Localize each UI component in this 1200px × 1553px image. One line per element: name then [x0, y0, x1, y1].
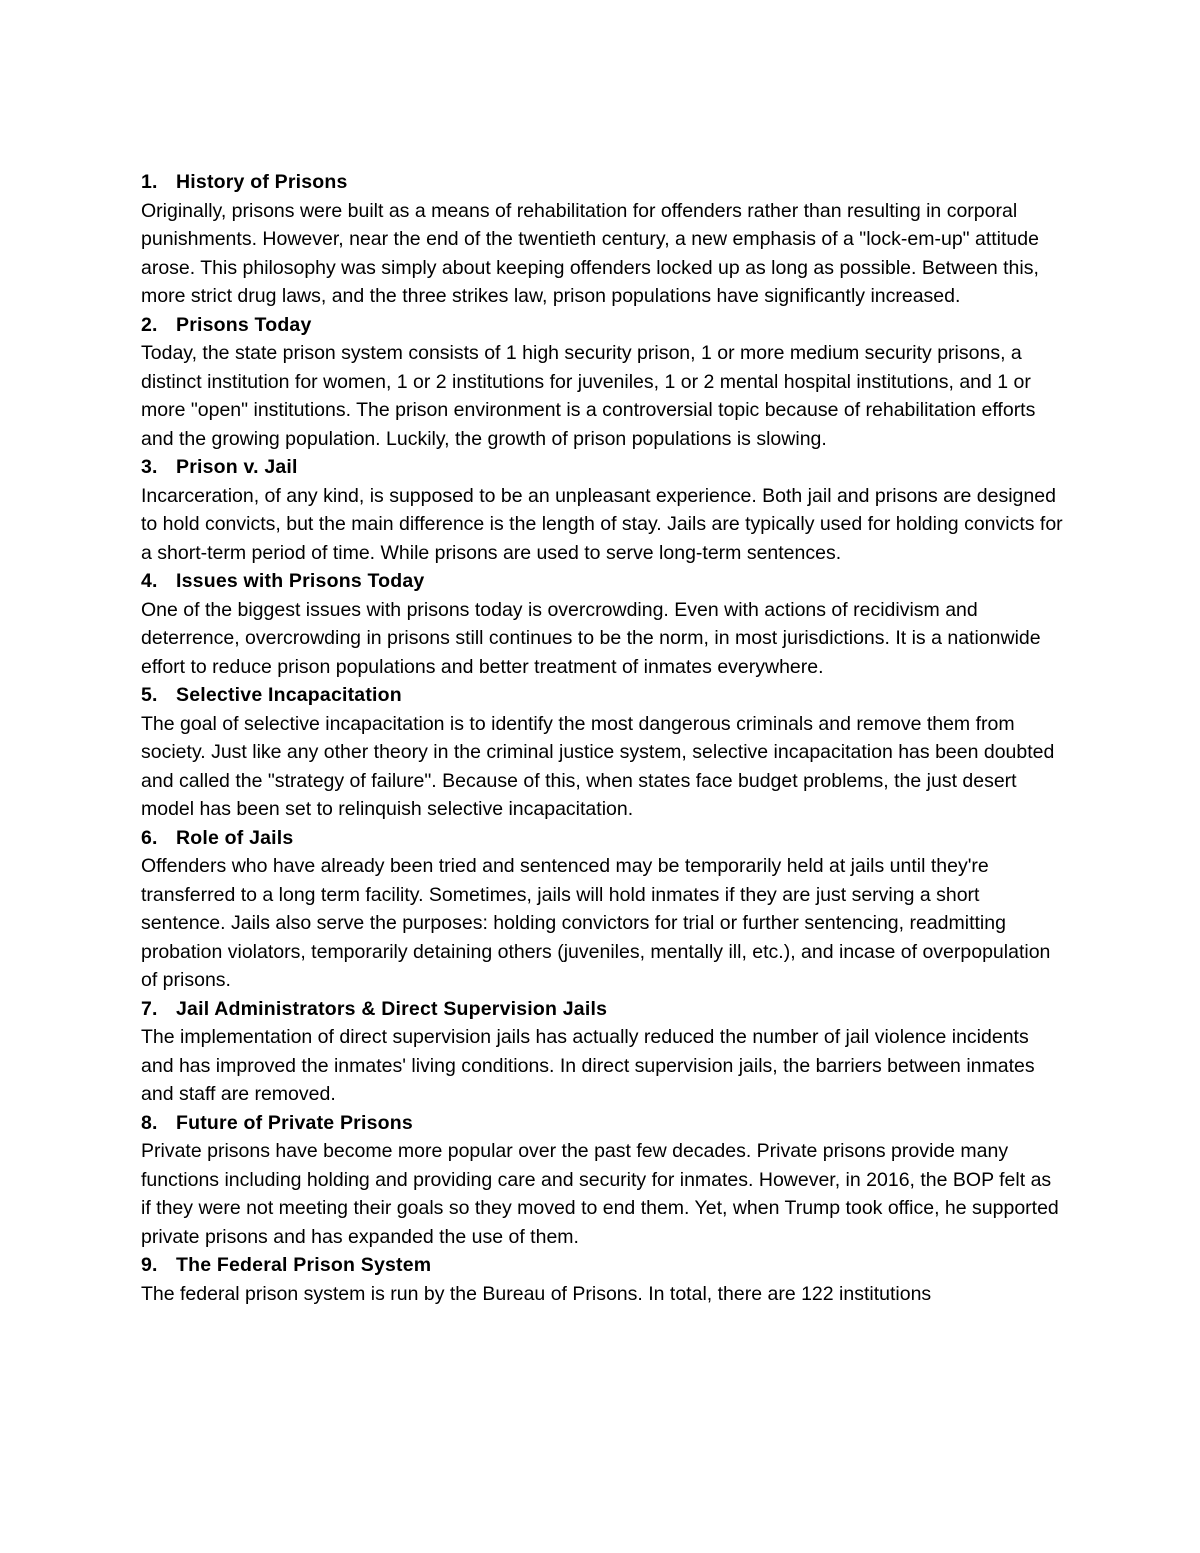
section-number: 8.: [141, 1111, 158, 1134]
section-heading: [141, 311, 1066, 340]
section-body: Private prisons have become more popular over the past few decades. Private prisons provide many functions including holding and providing care and security for inmates. However, in 2016, the BOP felt as if they were not meeting their goals so they moved to end them. Yet, when Trump took office, he supported private prisons and has expanded the use of them.: [141, 1140, 1059, 1248]
section-issues-with-prisons-today: [141, 567, 1066, 681]
document-page: [141, 168, 1066, 1308]
section-number: 6.: [141, 826, 158, 849]
section-prisons-today: [141, 311, 1066, 454]
section-number: 5.: [141, 684, 158, 706]
section-number: 2.: [141, 313, 158, 336]
section-heading: [141, 824, 1066, 853]
section-body: Today, the state prison system consists of 1 high security prison, 1 or more medium security prisons, a distinct institution for women, 1 or 2 institutions for juveniles, 1 or 2 mental hospital institutions, and 1 or more "open" institutions. The prison environment is a controversial topic because of rehabilitation efforts and the growing population. Luckily, the growth of prison populations is slowing.: [141, 342, 1036, 450]
section-heading: [141, 1251, 1066, 1280]
section-number: 9.: [141, 1254, 158, 1276]
section-number: 4.: [141, 570, 158, 592]
section-federal-prison-system: [141, 1251, 1066, 1308]
section-title: Jail Administrators & Direct Supervision Jails: [176, 997, 608, 1020]
section-heading: [141, 168, 1066, 197]
section-history-of-prisons: [141, 168, 1066, 311]
section-future-of-private-prisons: [141, 1109, 1066, 1252]
section-title: Role of Jails: [176, 826, 294, 849]
section-title: History of Prisons: [176, 171, 348, 193]
section-body: Incarceration, of any kind, is supposed to be an unpleasant experience. Both jail and prisons are designed to hold convicts, but the main difference is the length of stay. Jails are typically used for holding convicts for a short-term period of time. While prisons are used to serve long-term sentences.: [141, 484, 1063, 564]
section-body: The implementation of direct supervision jails has actually reduced the number of jail violence incidents and has improved the inmates' living conditions. In direct supervision jails, the barriers between inmates and staff are removed.: [141, 1026, 1035, 1105]
section-heading: [141, 567, 1066, 596]
section-body: One of the biggest issues with prisons today is overcrowding. Even with actions of recidivism and deterrence, overcrowding in prisons still continues to be the norm, in most jurisdictions. It is a nationwide effort to reduce prison populations and better treatment of inmates everywhere.: [141, 598, 1041, 678]
section-title: Prison v. Jail: [176, 456, 298, 478]
section-title: The Federal Prison System: [176, 1254, 432, 1276]
section-title: Future of Private Prisons: [176, 1111, 413, 1134]
section-number: 7.: [141, 997, 158, 1020]
section-body: Offenders who have already been tried and sentenced may be temporarily held at jails until they're transferred to a long term facility. Sometimes, jails will hold inmates if they are just serving a short sentence. Jails also serve the purposes: holding convictors for trial or further sentencing, readmitting probation violators, temporarily detaining others (juveniles, mentally ill, etc.), and incase of overpopulation of prisons.: [141, 855, 1051, 991]
section-heading: [141, 995, 1066, 1024]
section-heading: [141, 681, 1066, 710]
section-body: The federal prison system is run by the Bureau of Prisons. In total, there are 122 institutions: [141, 1282, 932, 1305]
section-jail-administrators: [141, 995, 1066, 1109]
section-body: Originally, prisons were built as a means of rehabilitation for offenders rather than resulting in corporal punishments. However, near the end of the twentieth century, a new emphasis of a "lock-em-up" attitude arose. This philosophy was simply about keeping offenders locked up as long as possible. Between this, more strict drug laws, and the three strikes law, prison populations have significantly increased.: [141, 199, 1039, 307]
section-title: Issues with Prisons Today: [176, 570, 425, 592]
section-number: 1.: [141, 171, 158, 193]
section-title: Prisons Today: [176, 313, 312, 336]
section-title: Selective Incapacitation: [176, 684, 402, 706]
section-heading: [141, 453, 1066, 482]
section-role-of-jails: [141, 824, 1066, 995]
section-heading: [141, 1109, 1066, 1138]
section-selective-incapacitation: [141, 681, 1066, 824]
section-prison-v-jail: [141, 453, 1066, 567]
section-number: 3.: [141, 456, 158, 478]
section-body: The goal of selective incapacitation is to identify the most dangerous criminals and remove them from society. Just like any other theory in the criminal justice system, selective incapacitation has been doubted and called the "strategy of failure". Because of this, when states face budget problems, the just desert model has been set to relinquish selective incapacitation.: [141, 712, 1055, 820]
